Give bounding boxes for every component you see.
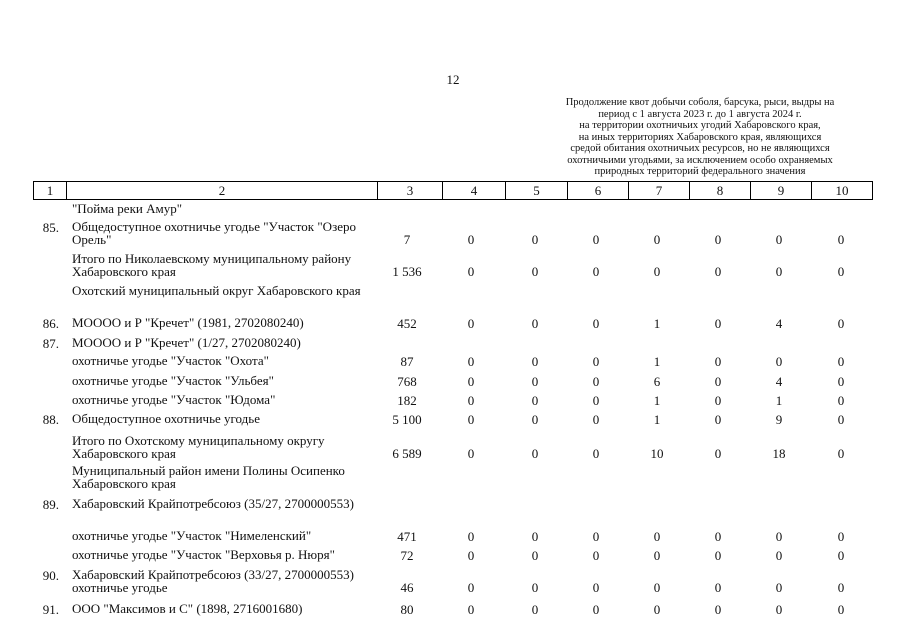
row-value-col-4: 0 <box>467 354 475 369</box>
row-value-col-10: 0 <box>837 602 845 617</box>
row-value-col-9: 4 <box>775 374 783 389</box>
row-value-col-8: 0 <box>714 580 722 595</box>
row-number: 87. <box>42 336 59 351</box>
row-name: охотничье угодье "Участок "Юдома" <box>72 392 276 407</box>
row-name: охотничье угодье "Участок "Ульбея" <box>72 373 274 388</box>
row-name: Итого по Охотскому муниципальному округу Хабаровского края <box>72 433 325 461</box>
row-name: охотничье угодье "Участок "Нимеленский" <box>72 528 312 543</box>
row-value-col-6: 0 <box>592 548 600 563</box>
row-value-col-4: 0 <box>467 412 475 427</box>
row-value-col-3: 471 <box>397 529 417 544</box>
row-number: 90. <box>42 568 59 583</box>
row-value-col-10: 0 <box>837 446 845 461</box>
row-value-col-10: 0 <box>837 374 845 389</box>
row-value-col-6: 0 <box>592 412 600 427</box>
row-value-col-6: 0 <box>592 232 600 247</box>
row-value-col-10: 0 <box>837 548 845 563</box>
row-value-col-6: 0 <box>592 529 600 544</box>
row-value-col-6: 0 <box>592 264 600 279</box>
row-value-col-8: 0 <box>714 354 722 369</box>
row-name: Охотский муниципальный округ Хабаровского края <box>72 283 361 298</box>
row-number: 89. <box>42 497 59 512</box>
row-value-col-5: 0 <box>531 529 539 544</box>
row-value-col-4: 0 <box>467 548 475 563</box>
row-name: Хабаровский Крайпотребсоюз (33/27, 2700000553) охотничье угодье <box>72 567 354 595</box>
row-value-col-10: 0 <box>837 580 845 595</box>
caption-line: средой обитания охотничьих ресурсов, но не являющихся <box>570 143 830 154</box>
row-value-col-10: 0 <box>837 264 845 279</box>
row-number: 86. <box>42 316 59 331</box>
row-value-col-10: 0 <box>837 393 845 408</box>
row-name: МОООО и Р "Кречет" (1/27, 2702080240) <box>72 335 301 350</box>
caption-line: природных территорий федерального значения <box>594 166 806 177</box>
row-value-col-3: 87 <box>400 354 414 369</box>
row-value-col-3: 72 <box>400 548 414 563</box>
row-value-col-9: 0 <box>775 529 783 544</box>
header-cell: 7 <box>629 182 690 200</box>
row-value-col-6: 0 <box>592 374 600 389</box>
row-value-col-9: 0 <box>775 264 783 279</box>
header-cell: 3 <box>378 182 443 200</box>
row-name: МОООО и Р "Кречет" (1981, 2702080240) <box>72 315 304 330</box>
row-value-col-7: 0 <box>653 602 661 617</box>
table-caption <box>532 97 868 178</box>
row-value-col-6: 0 <box>592 393 600 408</box>
row-value-col-10: 0 <box>837 529 845 544</box>
row-name: охотничье угодье "Участок "Верховья р. Нюря" <box>72 547 335 562</box>
row-value-col-6: 0 <box>592 354 600 369</box>
row-value-col-3: 7 <box>403 232 411 247</box>
row-name: Хабаровский Крайпотребсоюз (35/27, 2700000553) <box>72 496 354 511</box>
row-number: 91. <box>42 602 59 617</box>
row-value-col-8: 0 <box>714 393 722 408</box>
row-value-col-3: 6 589 <box>392 446 422 461</box>
caption-line: на территории охотничьих угодий Хабаровского края, <box>579 120 821 131</box>
row-value-col-6: 0 <box>592 446 600 461</box>
row-value-col-3: 768 <box>397 374 417 389</box>
row-value-col-7: 0 <box>653 580 661 595</box>
row-value-col-3: 452 <box>397 316 417 331</box>
row-name: Общедоступное охотничье угодье "Участок "Озеро Орель" <box>72 219 356 247</box>
row-value-col-3: 182 <box>397 393 417 408</box>
row-value-col-4: 0 <box>467 446 475 461</box>
row-name: Общедоступное охотничье угодье <box>72 411 260 426</box>
row-value-col-4: 0 <box>467 602 475 617</box>
row-value-col-5: 0 <box>531 580 539 595</box>
row-value-col-4: 0 <box>467 316 475 331</box>
row-value-col-8: 0 <box>714 316 722 331</box>
row-value-col-5: 0 <box>531 374 539 389</box>
row-value-col-7: 1 <box>653 412 661 427</box>
row-value-col-3: 1 536 <box>392 264 422 279</box>
caption-line: на иных территориях Хабаровского края, являющихся <box>578 131 822 143</box>
row-value-col-3: 5 100 <box>392 412 422 427</box>
row-value-col-7: 0 <box>653 548 661 563</box>
row-value-col-7: 0 <box>653 529 661 544</box>
row-name: Муниципальный район имени Полины Осипенко Хабаровского края <box>72 463 345 491</box>
row-value-col-4: 0 <box>467 393 475 408</box>
row-value-col-7: 1 <box>653 393 661 408</box>
row-value-col-6: 0 <box>592 580 600 595</box>
row-value-col-6: 0 <box>592 316 600 331</box>
header-cell: 10 <box>812 182 873 200</box>
row-value-col-9: 0 <box>775 580 783 595</box>
row-value-col-10: 0 <box>837 316 845 331</box>
row-value-col-5: 0 <box>531 548 539 563</box>
row-value-col-9: 0 <box>775 232 783 247</box>
row-number: 88. <box>42 412 59 427</box>
row-value-col-5: 0 <box>531 446 539 461</box>
header-cell: 4 <box>443 182 506 200</box>
row-value-col-5: 0 <box>531 316 539 331</box>
row-value-col-8: 0 <box>714 548 722 563</box>
row-value-col-8: 0 <box>714 602 722 617</box>
row-value-col-8: 0 <box>714 232 722 247</box>
row-value-col-9: 0 <box>775 548 783 563</box>
caption-line: охотничьими угодьями, за исключением особо охраняемых <box>567 154 833 166</box>
row-name: ООО "Максимов и С" (1898, 2716001680) <box>72 601 303 616</box>
header-cell: 1 <box>34 182 67 200</box>
row-value-col-10: 0 <box>837 354 845 369</box>
row-value-col-7: 1 <box>653 316 661 331</box>
row-value-col-8: 0 <box>714 264 722 279</box>
header-cell: 8 <box>690 182 751 200</box>
row-value-col-8: 0 <box>714 446 722 461</box>
page-number: 12 <box>446 72 460 87</box>
row-value-col-4: 0 <box>467 264 475 279</box>
row-value-col-9: 4 <box>775 316 783 331</box>
caption-line: период с 1 августа 2023 г. до 1 августа 2024 г. <box>598 108 802 120</box>
row-value-col-9: 9 <box>775 412 783 427</box>
row-value-col-9: 1 <box>775 393 783 408</box>
row-value-col-4: 0 <box>467 529 475 544</box>
row-value-col-10: 0 <box>837 412 845 427</box>
row-value-col-4: 0 <box>467 580 475 595</box>
column-number-header <box>33 181 873 200</box>
header-cell: 5 <box>506 182 568 200</box>
row-value-col-8: 0 <box>714 529 722 544</box>
header-cell: 6 <box>568 182 629 200</box>
row-value-col-6: 0 <box>592 602 600 617</box>
row-value-col-3: 80 <box>400 602 414 617</box>
row-name: "Пойма реки Амур" <box>72 201 183 216</box>
caption-line: Продолжение квот добычи соболя, барсука, рыси, выдры на <box>565 97 835 108</box>
row-value-col-8: 0 <box>714 374 722 389</box>
row-value-col-3: 46 <box>400 580 414 595</box>
row-value-col-8: 0 <box>714 412 722 427</box>
row-name: охотничье угодье "Участок "Охота" <box>72 353 269 368</box>
row-value-col-9: 0 <box>775 602 783 617</box>
row-value-col-10: 0 <box>837 232 845 247</box>
row-value-col-5: 0 <box>531 412 539 427</box>
header-cell: 2 <box>67 182 378 200</box>
row-value-col-9: 0 <box>775 354 783 369</box>
row-value-col-5: 0 <box>531 354 539 369</box>
header-cell: 9 <box>751 182 812 200</box>
row-value-col-7: 0 <box>653 232 661 247</box>
row-value-col-9: 18 <box>772 446 786 461</box>
row-value-col-7: 10 <box>650 446 664 461</box>
row-value-col-5: 0 <box>531 393 539 408</box>
row-name: Итого по Николаевскому муниципальному району Хабаровского края <box>72 251 352 279</box>
row-value-col-7: 0 <box>653 264 661 279</box>
row-value-col-4: 0 <box>467 232 475 247</box>
row-value-col-5: 0 <box>531 264 539 279</box>
row-value-col-5: 0 <box>531 602 539 617</box>
row-value-col-7: 1 <box>653 354 661 369</box>
row-value-col-5: 0 <box>531 232 539 247</box>
row-value-col-7: 6 <box>653 374 661 389</box>
row-number: 85. <box>42 220 59 235</box>
row-value-col-4: 0 <box>467 374 475 389</box>
